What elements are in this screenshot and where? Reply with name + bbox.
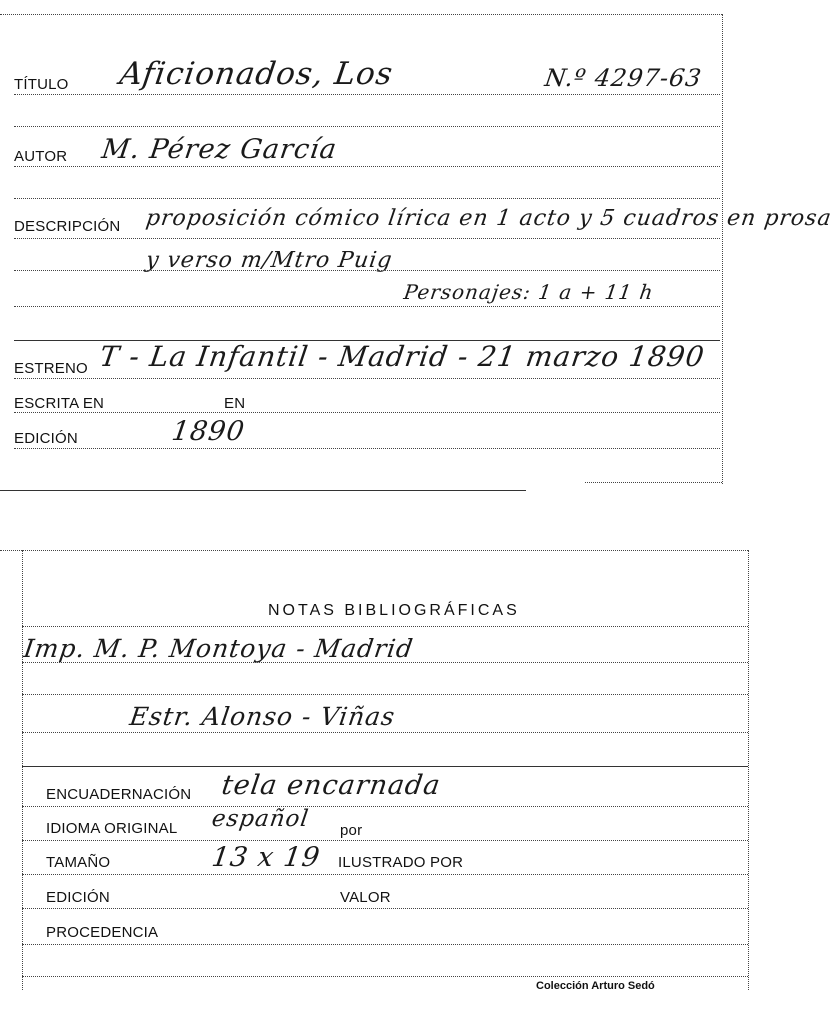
rule bbox=[14, 306, 720, 307]
descripcion-line2: y verso m/Mtro Puig bbox=[144, 248, 395, 273]
titulo-label: TÍTULO bbox=[14, 76, 69, 93]
collection-credit: Colección Arturo Sedó bbox=[536, 980, 655, 992]
encuadernacion-label: ENCUADERNACIÓN bbox=[46, 786, 192, 803]
edicion-bottom-label: EDICIÓN bbox=[46, 889, 110, 906]
procedencia-label: PROCEDENCIA bbox=[46, 924, 159, 941]
edicion-value: 1890 bbox=[169, 416, 247, 447]
rule bbox=[22, 732, 748, 733]
rule bbox=[22, 874, 748, 875]
rule bbox=[22, 908, 748, 909]
rule bbox=[14, 198, 720, 199]
rule bbox=[14, 94, 720, 95]
rule bbox=[14, 448, 720, 449]
top-border bbox=[0, 550, 748, 551]
autor-value: M. Pérez García bbox=[99, 134, 340, 165]
top-border bbox=[0, 14, 722, 15]
autor-label: AUTOR bbox=[14, 148, 68, 165]
card-bottom-edge bbox=[0, 490, 526, 491]
idioma-label: IDIOMA ORIGINAL bbox=[46, 820, 178, 837]
edicion-label: EDICIÓN bbox=[14, 430, 78, 447]
rule bbox=[22, 806, 748, 807]
descripcion-label: DESCRIPCIÓN bbox=[14, 218, 121, 235]
right-border bbox=[748, 550, 749, 990]
escrita-en-label: ESCRITA EN bbox=[14, 395, 105, 412]
idioma-value: español bbox=[210, 806, 311, 832]
rule bbox=[22, 662, 748, 663]
en-label: EN bbox=[224, 395, 246, 412]
ilustrado-label: ILUSTRADO POR bbox=[338, 854, 464, 871]
tamano-label: TAMAÑO bbox=[46, 854, 111, 871]
right-border bbox=[722, 14, 723, 484]
rule bbox=[14, 412, 720, 413]
card-bottom-edge bbox=[585, 482, 722, 483]
por-label: por bbox=[340, 822, 363, 839]
rule bbox=[22, 976, 748, 977]
valor-label: VALOR bbox=[340, 889, 391, 906]
rule bbox=[22, 626, 748, 627]
rule bbox=[14, 166, 720, 167]
notas-heading: NOTAS BIBLIOGRÁFICAS bbox=[268, 602, 520, 619]
note-line2: Estr. Alonso - Viñas bbox=[127, 702, 398, 731]
rule bbox=[22, 766, 748, 767]
descripcion-line1: proposición cómico lírica en 1 acto y 5 cuadros en prosa bbox=[144, 206, 833, 231]
encuadernacion-value: tela encarnada bbox=[219, 770, 443, 801]
rule bbox=[22, 944, 748, 945]
tamano-value: 13 x 19 bbox=[209, 842, 323, 873]
rule bbox=[14, 378, 720, 379]
descripcion-line3: Personajes: 1 a + 11 h bbox=[402, 280, 656, 304]
rule bbox=[22, 694, 748, 695]
rule bbox=[14, 126, 720, 127]
estreno-label: ESTRENO bbox=[14, 360, 88, 377]
left-border bbox=[22, 550, 23, 990]
titulo-value: Aficionados, Los bbox=[117, 56, 396, 92]
note-line1: Imp. M. P. Montoya - Madrid bbox=[21, 634, 416, 663]
rule bbox=[22, 840, 748, 841]
catalog-number: N.º 4297-63 bbox=[543, 64, 704, 92]
rule bbox=[14, 270, 720, 271]
rule bbox=[14, 238, 720, 239]
estreno-value: T - La Infantil - Madrid - 21 marzo 1890 bbox=[97, 340, 707, 373]
